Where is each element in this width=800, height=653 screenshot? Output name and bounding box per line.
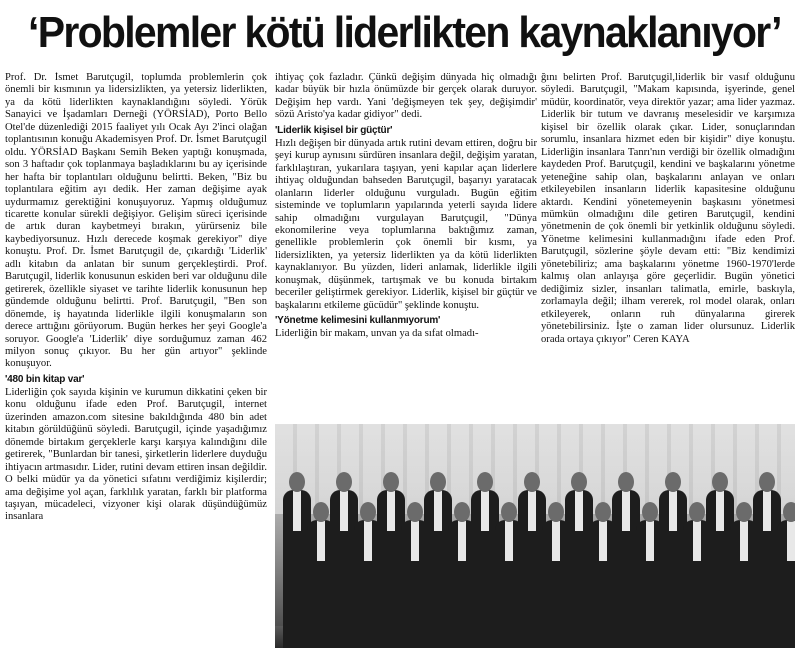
paragraph: Liderliğin çok sayıda kişinin ve kurumun dikkatini çeken bir konu olduğunu ifade eden Prof. Barutçugil, internet üzerinden amazon.com sitesine bakıldığında 480 bin adet kitabın görüldüğünü söyledi. Barutçugil, içinde yaşadığımız dönemde birtakım gerçeklerle karşı karşıya kalındığını dile getirerek, "Bunlardan bir tanesi, şirketlerin liderlere duyduğu ihtiyacın artmasıdır. Lider, rutini devam ettiren insan değildir. O belki müdür ya da yönetici sıfatını verdiğimiz kişilerdir; ama değişime yol açan, farklılık yaratan, farklı bir platforma taşıyan, mücadeleci, vizyoner kişi olarak düşündüğümüz insanlara xyxy=(5,386,267,523)
subheading: 'Yönetme kelimesini kullanmıyorum' xyxy=(275,315,441,327)
person-head xyxy=(783,502,796,522)
person-head xyxy=(712,472,728,492)
person-head xyxy=(360,502,376,522)
headline: ‘Problemler kötü liderlikten kaynaklanıyor’ xyxy=(28,8,781,57)
person-head xyxy=(759,472,775,492)
person-head xyxy=(454,502,470,522)
person-shirt xyxy=(364,521,372,561)
person-head xyxy=(501,502,517,522)
person-head xyxy=(407,502,423,522)
person-shirt xyxy=(387,491,395,531)
paragraph: ğını belirten Prof. Barutçugil,liderlik bir vasıf olduğunu söyledi. Barutçugil, "Makam kapısında, işyerinde, genel müdür, koordinatör, veya direktör yazar; ama lider yazmaz. Liderlik bir tutum ve davranış meselesidir ve karşımıza kişisel bir özellik olarak çıkar. Lider, sonuçlarından sorumlu, insanlara hizmet eden bir kişidir" diye konuştu. Liderliğin insanlara Tanrı'nın verdiği bir özellik olmadığını kaydeden Prof. Barutçugil, kendini ve başkalarını yönetme yeteneğine sahip olan, başkalarını anlayan ve onları etkileyebilen insanların liderlik kapasitesine olduğunu aktardı. Kendini yönetemeyenin başkasını yönetmesi mümkün olmadığını dile getiren Barutçugil, kendini yönetmenin de çok önemli bir yetkinlik olduğunu söyledi. Yönetme kelimesini kullanmadığını ifade eden Prof. Barutçugil, sözlerine şöyle devam etti: "Biz kendimizi yönetebiliriz; ama başkalarını yönetme 1960-1970'lerde kalmış olan anlayışa göre geçerlidir. Bugün yönetici dediğimiz sizler, insanları talimatla, emirle, baskıyla, zorlamayla değil; ilham vererek, rol model olarak, onları etkileyerek, onların ruh dünyalarına girerek yönetebilirsiniz. İşte o zaman lider olursunuz. Liderlik orada ortaya çıkıyor" Ceren KAYA xyxy=(541,72,795,345)
person-shirt xyxy=(458,521,466,561)
person-shirt xyxy=(693,521,701,561)
person-shirt xyxy=(411,521,419,561)
paragraph: ihtiyaç çok fazladır. Çünkü değişim dünyada hiç olmadığı kadar büyük bir hızla önümüzde bir gerçek olarak duruyor. Değişim hep vardı. Yani 'değişmeyen tek şey, değişimdir' sözü Aristo'ya kadar gidiyor" dedi. xyxy=(275,72,537,121)
subheading: '480 bin kitap var' xyxy=(5,373,85,385)
person-head xyxy=(383,472,399,492)
person-shirt xyxy=(552,521,560,561)
person-shirt xyxy=(787,521,795,561)
paragraph: Liderliğin bir makam, unvan ya da sıfat olmadı- xyxy=(275,328,479,340)
person-head xyxy=(524,472,540,492)
person-head xyxy=(642,502,658,522)
person-shirt xyxy=(293,491,301,531)
person-head xyxy=(336,472,352,492)
person-shirt xyxy=(763,491,771,531)
person-shirt xyxy=(669,491,677,531)
person-head xyxy=(736,502,752,522)
person-shirt xyxy=(505,521,513,561)
group-photo xyxy=(275,424,795,648)
person-head xyxy=(689,502,705,522)
person-head xyxy=(665,472,681,492)
article-column-2 xyxy=(275,72,537,422)
person-head xyxy=(571,472,587,492)
person-head xyxy=(477,472,493,492)
person-head xyxy=(289,472,305,492)
person-shirt xyxy=(646,521,654,561)
paragraph: Hızlı değişen bir dünyada artık rutini devam ettiren, doğru bir şeyi kurup aynısını sürdüren insanlara değil, değişim yaratan, farklılaştıran, yukarılara taşıyan, yeni kapılar açan liderlere ihtiyaç olduğundan bahseden Barutçugil, başarıyı yaratacak olanların liderler olduğunu vurguladı. Bugün eğitim sisteminde ve toplumların yapılarında yeterli sayıda lidere sahip olmadığını vurgulayan Barutçugil, "Dünya ekonomilerine veya toplumlarına baktığımız zaman, genellikle problemlerin çok önemli bir kısmı, ya lidersizlikten, ya yetersiz liderlikten ya da kötü liderlikten kaynaklanıyor. Bu yüzden, lideri anlamak, liderlikle ilgili konuşmak, düşünmek, tartışmak ve bu konuda birtakım beceriler geliştirmek gerekiyor. Liderlik, kişisel bir güçtür ve başkalarını etkileme gücüdür" şeklinde konuştu. xyxy=(275,137,537,311)
paragraph: Prof. Dr. İsmet Barutçugil, toplumda problemlerin çok önemli bir kısmının ya lidersizlikten, ya yetersiz liderlikten, ya da kötü liderlikten kaynaklandığını söyledi. Yörük Sanayici ve İşadamları Derneği (YÖRSİAD), Porto Bello Otel'de düzenlediği 2015 faaliyet yılı Ocak Ayı 2'inci olağan toplantısının konuğu Akademisyen Prof. Dr. İsmet Barutçugil oldu. YÖRSİAD Başkanı Semih Beken yaptığı konuşmada, son 3 haftadır çok toplanmaya başladıklarını bu ay içerisinde her hafta bir toplantıları olduğunu belirtti. Beken, "Biz bu toplantılara eğitim ayı dedik. Her zaman değişime ayak uydurmamız gerektiğini konuşuyoruz. Yapmış olduğumuz ticarette konular sürekli değişiyor. Gelişim süreci içerisinde de artık duran kaybetmeyi bırakın, yürürseniz bile kaybediyorsunuz. Hızlı derecede koşmak gerekiyor" diye konuştu. Prof. Dr. İsmet Barutçugil de, çıkardığı 'Liderlik' adlı kitabın da anlatan bir sunum gerçekleştirdi. Prof. Barutçugil, liderlik konusunun eskiden beri var olduğunu dile getirerek, özellikle siyaset ve tarihte liderlik konusunun hep gündemde olduğunu belirtti. Prof. Barutçugil, "Ben son dönemde, iş hayatında liderlikle ilgili konuşmaların son derece arttığını görüyorum. Bugün herkes her şeyi Google'a soruyor. Google'a 'Liderlik' diye sorduğumuz zaman 462 milyon sonuç çıkıyor. Bu her gün artıyor" şeklinde konuşuyor. xyxy=(5,72,267,370)
person-shirt xyxy=(481,491,489,531)
person-shirt xyxy=(340,491,348,531)
article-column-3 xyxy=(541,72,795,422)
person-shirt xyxy=(434,491,442,531)
person-shirt xyxy=(716,491,724,531)
person-shirt xyxy=(740,521,748,561)
person-shirt xyxy=(575,491,583,531)
person-head xyxy=(595,502,611,522)
person-head xyxy=(313,502,329,522)
person-head xyxy=(618,472,634,492)
person-shirt xyxy=(528,491,536,531)
person-head xyxy=(430,472,446,492)
person-head xyxy=(548,502,564,522)
article-column-1 xyxy=(5,72,267,650)
person-shirt xyxy=(599,521,607,561)
person-shirt xyxy=(622,491,630,531)
subheading: 'Liderlik kişisel bir güçtür' xyxy=(275,124,393,136)
person-shirt xyxy=(317,521,325,561)
